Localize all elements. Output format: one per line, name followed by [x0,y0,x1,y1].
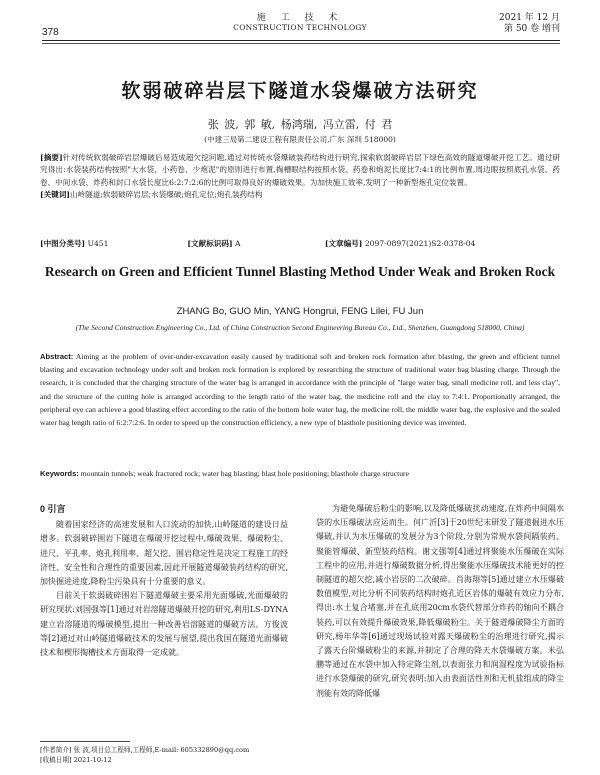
footnote [40,745,290,765]
body-paragraph: 为避免爆破后粉尘的影响,以及降低爆破扰动速度,在炸药中间隔水袋的水压爆破法应运而生。何广沂[3]于20世纪末研发了隧道掘进水压爆破,并认为水压爆破的发展分为3个阶段,分别为常规水袋间隔装药、聚能管爆破、新型装药结构。谢文强等[4]通过将聚能水压爆破在实际工程中的应用,并进行爆破数据分析,得出聚能水压爆破技术能更好的控制隧道的超欠挖,减小岩层的二次破碎。肖海翔等[5]通过建立水压爆破数值模型,对比分析不同装药结构时炮孔近区岩体的爆破有效应力分布,得出:水土复合堵塞,并在孔底用20cm水袋代替部分炸药的轴向不耦合装药,可以有效提升爆破效果,降低爆破粉尘。关于隧道爆破降尘方面的研究,杨年华等[6]通过现场试验对露天爆破粉尘的治理进行研究,揭示了露天台阶爆破粉尘的来源,并制定了合理的降天水袋爆破方案。米弘鹏等通过在水袋中加入特定降尘剂,以表面张力和润湿程度为试验指标进行水袋爆破的研究,研究表明:加入由表面活性剂和无机盐组成的降尘剂能有效的降低爆 [316,504,564,698]
body-paragraph: 随着国家经济的高速发展和人口流动的加快,山岭隧道的建设日益增多。软弱破碎围岩下隧道在爆破开挖过程中,爆破效果、爆破粉尘、进尺、平孔率、炮孔利用率、超欠挖、围岩稳定性是决定工程施工的经济性、安全性和合理性的重要因素,因此开展隧道爆破装药结构的研究,加快掘进进度,降粉尘污染具有十分重要的意义。 [40,520,288,587]
body-column-left [40,502,288,660]
paper-title-en: Research on Green and Efficient Tunnel Blasting Method Under Weak and Broken Rock [44,264,556,279]
keywords-cn-label: [关键词] [40,190,70,200]
received-date-value: 2021-10-12 [73,756,112,764]
issue-volume: 第 50 卷 增刊 [503,24,560,34]
keywords-en [40,468,560,480]
abstract-en-label: Abstract: [40,352,74,361]
clc-label: [中图分类号] [40,239,86,248]
article-no-label: [文章编号] [324,239,363,248]
author-bio-text: 张 波,项目总工程师,工程师,E-mail: 605332890@qq.com [73,746,250,754]
paper-title-cn: 软弱破碎岩层下隧道水袋爆破方法研究 [121,80,479,102]
header-rule-thin [42,43,560,44]
section-heading-introduction: 0 引言 [40,504,66,514]
clc-value: U451 [87,239,109,248]
affiliation-en: (The Second Construction Engineering Co., Ltd. of China Construction Second Engineering Bureau Co., Ltd., Shenzhen, Guangdong 518000, China) [75,323,525,332]
authors-en: ZHANG Bo, GUO Min, YANG Hongrui, FENG Lilei, FU Jun [176,306,424,317]
author-bio-label: [作者简介] [40,746,72,754]
authors-cn: 张 波, 郭 敏, 杨鸿瑞, 冯立雷, 付 君 [207,118,393,131]
affiliation-cn: (中建三局第二建设工程有限责任公司,广东 深圳 518000) [204,135,396,144]
footnote-rule [40,741,130,742]
journal-name-en: CONSTRUCTION TECHNOLOGY [233,23,367,32]
abstract-cn-label: [摘要] [40,153,63,162]
abstract-cn-text: 针对传统软弱破碎岩层爆破后易造成超欠挖问题,通过对传统水袋爆破装药结构进行研究,探索软弱破碎岩层下绿色高效的隧道爆破开挖工艺。通过研究得出:水袋装药结构按照"大水袋、小药卷、少炮泥"的原则进行布置,掏槽眼结构按照水袋、药卷和炮泥长度比7:4:1的比例布置,周边眼按照底孔水袋、药卷、中间水袋、炸药和封口水袋长度比6:2:7:2:6的比例可取得良好的爆破效果。为加快施工效率,发明了一种新型炮孔定位装置。 [40,153,560,187]
doc-code-label: [文献标识码] [187,239,233,248]
abstract-en-text: Aiming at the problem of over-under-excavation easily caused by traditional soft and broken rock formation after blasting, the green and efficient tunnel blasting and excavation technology under soft and broken rock formation is explored by researching the structure of traditional water bag blasting charge. Through the research, it is concluded that the charging structure of the water bag is arranged in accordance with the principle of "large water bag, small medicine roll, and less clay", and the structure of the cutting hole is arranged according to the length ratio of the water bag, the medicine roll and the clay to 7:4:1. Proportionally arranged, the peripheral eye can achieve a good blasting effect according to the ratio of the bottom hole water bag, the medicine roll, the middle water bag, the explosive and the sealed water bag length ratio of 6:2:7:2:6. In order to speed up the construction efficiency, a new type of blasthole positioning device was invented. [40,352,560,428]
header-rule [42,40,560,41]
journal-name [230,13,370,33]
issue-date: 2021 年 12 月 [499,13,560,23]
received-date-label: [收稿日期] [40,756,72,764]
page-number: 378 [42,27,59,38]
keywords-en-label: Keywords: [40,469,79,478]
abstract-cn [40,152,560,202]
article-no-value: 2097-0897(2021)S2-0378-04 [364,239,476,248]
keywords-cn-text: 山岭隧道;软弱破碎岩层;水袋爆破;炮孔定位;炮孔装药结构 [69,190,263,200]
abstract-en [40,350,560,429]
journal-name-cn: 施 工 技 术 [256,13,344,23]
doc-code-value: A [235,239,241,248]
body-paragraph: 目前关于软弱破碎围岩下隧道爆破主要采用光面爆破,光面爆破的研究现状:刘国强等[1]通过对岩溶隧道爆破开挖的研究,利用LS-DYNA建立岩溶隧道的爆破模型,提出一种改善岩溶隧道的爆破方法。方俊波等[2]通过对山岭隧道爆破技术的发展与展望,提出我国在隧道光面爆破技术和楔形掏槽技术方面取得一定成就。 [40,591,288,658]
keywords-en-text: mountain tunnels; weak fractured rock; water bag blasting; blast hole positioning; blasthole charge structure [80,469,409,478]
classification-line [40,238,560,250]
issue-info [470,13,560,35]
body-column-right [316,502,564,701]
